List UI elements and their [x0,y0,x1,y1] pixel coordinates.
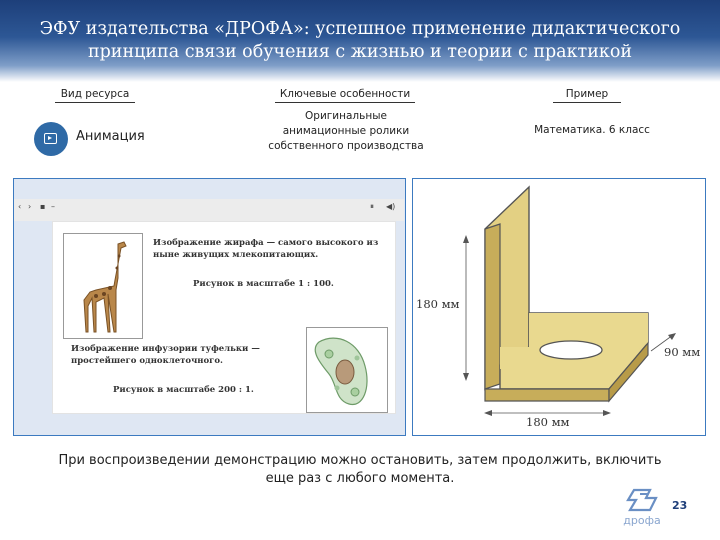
next-button[interactable]: › [28,202,32,211]
column-header-example: Пример [553,88,621,103]
height-dimension-label: 180 мм [416,297,460,311]
features-line-1: Оригинальные [305,110,387,122]
infusoria-description [71,343,260,367]
page-number: 23 [672,499,688,512]
features-text [262,109,430,154]
resource-name: Анимация [76,129,145,144]
player-toolbar [14,199,404,221]
infusoria-image [306,327,388,413]
infusoria-scale: Рисунок в масштабе 200 : 1. [113,385,254,395]
infusoria-line-2: простейшего одноклеточного. [71,356,224,366]
drofa-logo-icon [616,486,668,516]
infusoria-line-1: Изображение инфузории туфельки — [71,344,260,354]
slide-title [30,18,690,64]
title-line-2: принципа связи обучения с жизнью и теории с практикой [87,42,633,62]
example-figure-panel [412,178,706,436]
logo-text: дрофа [623,514,661,527]
sound-button[interactable]: ◀) [386,202,396,211]
slide-header [0,0,720,82]
features-line-2: анимационные ролики [282,125,410,137]
giraffe-line-1: Изображение жирафа — самого высокого из [153,238,379,248]
column-header-features: Ключевые особенности [275,88,415,103]
giraffe-scale: Рисунок в масштабе 1 : 100. [193,279,334,289]
giraffe-description [153,237,378,261]
publisher-logo [616,486,668,530]
giraffe-line-2: ныне живущих млекопитающих. [153,250,319,260]
example-text: Математика. 6 класс [534,124,650,136]
giraffe-image [63,233,143,339]
pause-button[interactable]: ⏸ [370,202,374,211]
caption-line-1: При воспроизведении демонстрацию можно остановить, затем продолжить, включить [58,453,662,468]
width-dimension-label: 180 мм [526,415,570,429]
caption-line-2: еще раз с любого момента. [265,471,455,486]
features-line-3: собственного производства [268,140,424,152]
animation-canvas [52,221,396,414]
infusoria-icon [307,328,387,412]
hole-dimension-label: 90 мм [664,345,701,359]
column-header-resource-type: Вид ресурса [55,88,135,103]
animation-icon [34,122,68,156]
title-line-1: ЭФУ издательства «ДРОФА»: успешное применение дидактического [39,19,681,39]
stop-button[interactable]: ▪ [40,202,46,211]
menu-button[interactable]: – [51,202,55,211]
prev-button[interactable]: ‹ [18,202,22,211]
caption [0,452,720,488]
giraffe-icon [64,234,142,338]
